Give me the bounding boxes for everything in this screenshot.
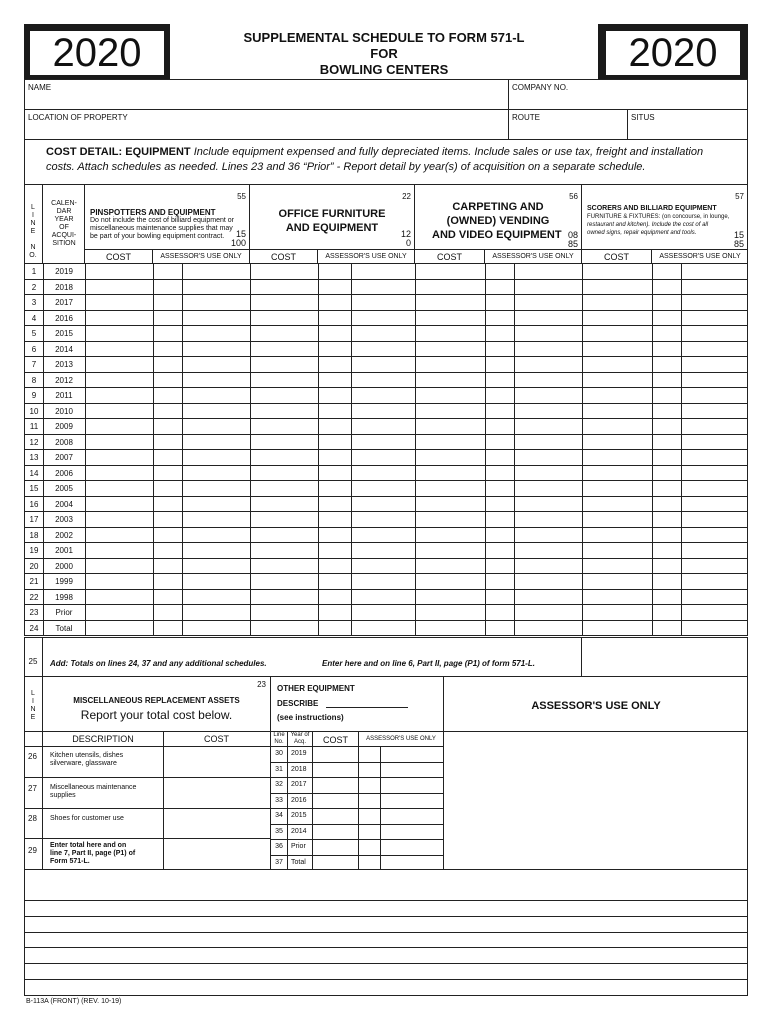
row-year: 2011: [55, 391, 73, 400]
cost-cell-col3[interactable]: [416, 481, 485, 496]
col2-cost-header: COST: [270, 252, 296, 262]
misc-row-28-label: Shoes for customer use: [50, 815, 124, 822]
table-row: [24, 528, 748, 544]
cost-cell-col4[interactable]: [583, 435, 652, 450]
cost-cell-col4[interactable]: [583, 574, 652, 589]
cost-cell-col1[interactable]: [86, 590, 153, 605]
cost-cell-col2[interactable]: [251, 326, 318, 341]
line-no-header: L I N E N O.: [29, 204, 37, 259]
cost-cell-col3[interactable]: [416, 450, 485, 465]
row-year: 2006: [55, 468, 73, 478]
misc-row-29-cost[interactable]: [164, 839, 270, 869]
blank-line[interactable]: [24, 947, 748, 948]
cost-cell-col4[interactable]: [583, 590, 652, 605]
table-row: [24, 590, 748, 606]
cost-cell-col2[interactable]: [251, 295, 318, 310]
row-year: 2003: [55, 515, 73, 524]
col1-note1: Do not include the cost of billiard equipment or: [90, 217, 234, 224]
cost-cell-col3[interactable]: [416, 342, 485, 357]
col3-code-mid: 08: [567, 230, 578, 240]
other-row-cost[interactable]: [313, 794, 358, 809]
cost-cell-col1[interactable]: [86, 311, 153, 326]
route-field[interactable]: [509, 123, 626, 139]
table-row: [24, 419, 748, 435]
row-year: 2001: [55, 546, 73, 555]
row-line-no: 4: [31, 313, 37, 323]
cost-cell-col4[interactable]: [583, 481, 652, 496]
row-year: 2016: [55, 313, 73, 323]
footer-form-id: B-113A (FRONT) (REV. 10-19): [26, 998, 122, 1005]
row-line-no: 12: [29, 437, 39, 447]
col4-code-bot: 85: [733, 239, 744, 249]
other-row-cost[interactable]: [313, 763, 358, 778]
cost-cell-col4[interactable]: [583, 559, 652, 574]
other-row-line-no: 35: [275, 827, 283, 835]
cost-cell-col2[interactable]: [251, 543, 318, 558]
misc-line-label: L I N E: [30, 690, 36, 721]
col3-code-top: 56: [569, 192, 578, 201]
route-label: ROUTE: [512, 113, 540, 122]
col3-assessor-header: ASSESSOR'S USE ONLY: [492, 253, 574, 260]
cost-cell-col3[interactable]: [416, 621, 485, 636]
cost-cell-col1[interactable]: [86, 621, 153, 636]
row-year: 2005: [55, 484, 73, 493]
line25-text-a: Add: Totals on lines 24, 37 and any additional schedules.: [50, 659, 267, 668]
col4-code-top: 57: [735, 192, 744, 201]
row-line-no: 10: [29, 406, 39, 416]
cost-cell-col4[interactable]: [583, 342, 652, 357]
misc-row-29-label: Enter total here and on line 7, Part II, page (P1) of Form 571-L.: [50, 842, 136, 865]
cost-detail-text: [46, 145, 746, 160]
col4-code-mid: 15: [733, 230, 744, 240]
cost-cell-col4[interactable]: [583, 621, 652, 636]
row-year: 2019: [55, 267, 73, 276]
table-row: [24, 605, 748, 621]
form-title-line1: SUPPLEMENTAL SCHEDULE TO FORM 571-L: [243, 30, 525, 45]
table-row: [24, 466, 748, 482]
col2-title2: AND EQUIPMENT: [285, 222, 379, 234]
misc-row-27-no: 27: [28, 784, 37, 793]
cost-cell-col1[interactable]: [86, 435, 153, 450]
cost-cell-col4[interactable]: [583, 419, 652, 434]
situs-field[interactable]: [628, 123, 747, 139]
row-line-no: 23: [29, 608, 39, 617]
cost-cell-col3[interactable]: [416, 512, 485, 527]
cost-cell-col3[interactable]: [416, 404, 485, 419]
blank-line[interactable]: [24, 900, 748, 901]
table-row: [24, 373, 748, 389]
table-row: [24, 404, 748, 420]
col3-cost-header: COST: [436, 252, 462, 262]
misc-row-29-no: 29: [28, 846, 37, 855]
row-year: 2010: [55, 406, 73, 416]
col2-assessor-header: ASSESSOR'S USE ONLY: [325, 253, 407, 260]
cost-cell-col2[interactable]: [251, 373, 318, 388]
row-year: 2013: [55, 360, 73, 369]
col3-title1: CARPETING AND: [452, 201, 544, 213]
cost-cell-col1[interactable]: [86, 404, 153, 419]
other-row-line-no: 37: [275, 858, 283, 866]
other-row-line-no: 31: [275, 765, 283, 773]
line25-text-b: Enter here and on line 6, Part II, page (P1) of form 571-L.: [322, 659, 535, 668]
other-row-year: 2017: [291, 781, 307, 788]
col1-code-top: 55: [237, 192, 246, 201]
row-line-no: 18: [29, 530, 39, 540]
cost-cell-col3[interactable]: [416, 435, 485, 450]
cost-cell-col4[interactable]: [583, 497, 652, 512]
cost-cell-col4[interactable]: [583, 466, 652, 481]
row-year: 2012: [55, 375, 73, 385]
row-year: 2018: [55, 282, 73, 292]
col3-code-bot: 85: [567, 239, 578, 249]
misc-row-28-no: 28: [28, 814, 37, 823]
cost-cell-col4[interactable]: [583, 326, 652, 341]
form-title-line3: BOWLING CENTERS: [319, 62, 449, 77]
other-row-cost[interactable]: [313, 778, 358, 793]
row-line-no: 5: [31, 329, 37, 338]
cost-cell-col1[interactable]: [86, 295, 153, 310]
row-line-no: 3: [31, 298, 37, 307]
other-see-instructions: (see instructions): [277, 713, 344, 722]
year-left: 2020: [30, 31, 164, 75]
table-row: [24, 450, 748, 466]
cost-cell-col4[interactable]: [583, 264, 652, 279]
cost-cell-col4[interactable]: [583, 280, 652, 295]
misc-code: 23: [257, 680, 266, 689]
cost-cell-col3[interactable]: [416, 373, 485, 388]
misc-subtitle: Report your total cost below.: [80, 708, 233, 722]
year-right: 2020: [606, 31, 740, 75]
cost-detail-heading: COST DETAIL: EQUIPMENT: [46, 146, 191, 158]
table-row: [24, 264, 748, 280]
other-row-cost[interactable]: [313, 840, 358, 855]
row-line-no: 16: [29, 499, 39, 509]
other-row-line-no: 36: [275, 843, 283, 850]
row-line-no: 8: [31, 375, 37, 385]
table-row: [24, 543, 748, 559]
other-row-line-no: 34: [275, 812, 283, 819]
other-row-year: 2015: [291, 812, 307, 819]
misc-row-26-no: 26: [28, 752, 37, 761]
location-label: LOCATION OF PROPERTY: [28, 113, 128, 122]
cost-cell-col2[interactable]: [251, 466, 318, 481]
cost-cell-col3[interactable]: [416, 419, 485, 434]
col4-note1: FURNITURE & FIXTURES: (on concourse, in lounge,: [587, 214, 730, 220]
other-cost-header: COST: [322, 735, 348, 745]
cost-cell-col3[interactable]: [416, 326, 485, 341]
form-title-line2: FOR: [370, 46, 398, 61]
blank-line[interactable]: [24, 916, 748, 917]
col4-note3: owned signs, repair equipment and tools.: [587, 230, 697, 236]
other-year-header: Year of Acq.: [290, 732, 310, 745]
cost-cell-col3[interactable]: [416, 264, 485, 279]
assessor-only-box-label: ASSESSOR'S USE ONLY: [531, 700, 661, 712]
cost-cell-col3[interactable]: [416, 295, 485, 310]
other-title: OTHER EQUIPMENT: [277, 684, 355, 693]
row-year: Prior: [55, 608, 73, 617]
row-year: 2014: [55, 344, 73, 354]
row-line-no: 21: [29, 577, 39, 586]
line25-total-field[interactable]: [582, 638, 747, 676]
row-line-no: 15: [29, 484, 39, 493]
col2-code-bot: 0: [405, 238, 411, 248]
row-year: 2015: [55, 329, 73, 338]
cost-cell-col4[interactable]: [583, 605, 652, 620]
cost-cell-col4[interactable]: [583, 373, 652, 388]
misc-description-header: DESCRIPTION: [72, 734, 134, 744]
cost-cell-col3[interactable]: [416, 497, 485, 512]
table-row: [24, 326, 748, 342]
cost-cell-col1[interactable]: [86, 342, 153, 357]
cost-cell-col2[interactable]: [251, 512, 318, 527]
col1-cost-header: COST: [105, 252, 131, 262]
blank-line[interactable]: [24, 932, 748, 933]
row-line-no: 20: [29, 561, 39, 571]
other-assessor-header: ASSESSOR'S USE ONLY: [366, 736, 436, 742]
row-line-no: 7: [31, 360, 37, 369]
row-year: 2000: [55, 561, 73, 571]
cost-cell-col4[interactable]: [583, 404, 652, 419]
cost-cell-col3[interactable]: [416, 543, 485, 558]
row-line-no: 24: [29, 623, 39, 633]
cost-cell-col2[interactable]: [251, 481, 318, 496]
cost-cell-col2[interactable]: [251, 450, 318, 465]
misc-row-26-label: Kitchen utensils, dishes silverware, glassware: [50, 752, 124, 767]
cost-cell-col2[interactable]: [251, 435, 318, 450]
other-row-line-no: 33: [275, 796, 283, 804]
col2-code-top: 22: [402, 192, 411, 201]
col2-code-mid: 12: [400, 229, 411, 239]
cost-cell-col2[interactable]: [251, 357, 318, 372]
cost-cell-col2[interactable]: [251, 605, 318, 620]
misc-row-28-cost[interactable]: [164, 809, 270, 838]
col3-title2: (OWNED) VENDING: [446, 215, 550, 227]
company-no-label: COMPANY NO.: [512, 83, 569, 92]
cost-cell-col1[interactable]: [86, 357, 153, 372]
cost-cell-col2[interactable]: [251, 621, 318, 636]
col1-assessor-header: ASSESSOR'S USE ONLY: [160, 253, 242, 260]
cost-cell-col1[interactable]: [86, 450, 153, 465]
cost-cell-col3[interactable]: [416, 559, 485, 574]
col4-note2: restaurant and kitchen). Include the cost of all: [587, 222, 709, 228]
other-describe-field[interactable]: [326, 699, 408, 708]
cost-cell-col4[interactable]: [583, 388, 652, 403]
company-no-field[interactable]: [509, 93, 747, 108]
row-line-no: 19: [29, 546, 39, 555]
row-line-no: 11: [29, 422, 39, 431]
row-year: 2002: [55, 530, 73, 540]
table-row: [24, 280, 748, 296]
other-row-year: Prior: [291, 843, 306, 850]
cost-cell-col3[interactable]: [416, 590, 485, 605]
row-line-no: 6: [31, 344, 37, 354]
cost-cell-col3[interactable]: [416, 357, 485, 372]
table-row: [24, 559, 748, 575]
cost-cell-col4[interactable]: [583, 450, 652, 465]
cost-cell-col2[interactable]: [251, 559, 318, 574]
col1-title: PINSPOTTERS AND EQUIPMENT: [90, 208, 216, 217]
cost-cell-col3[interactable]: [416, 605, 485, 620]
cost-cell-col2[interactable]: [251, 388, 318, 403]
row-year: 2008: [55, 437, 73, 447]
row-line-no: 2: [31, 282, 37, 292]
col1-code-mid: 15: [235, 229, 246, 239]
table-row: [24, 435, 748, 451]
table-row: [24, 357, 748, 373]
row-line-no: 1: [31, 267, 37, 276]
row-year: 1998: [55, 592, 73, 602]
other-row-year: Total: [291, 858, 306, 866]
other-row-year: 2016: [291, 796, 307, 804]
misc-row-27-label: Miscellaneous maintenance supplies: [50, 784, 137, 799]
table-row: [24, 574, 748, 590]
row-year: 2017: [55, 298, 73, 307]
blank-line[interactable]: [24, 963, 748, 964]
cost-detail-text-a: Include equipment expensed and fully depreciated items. Include sales or use tax, freight and installation: [190, 146, 704, 158]
row-line-no: 13: [29, 453, 39, 462]
cost-cell-col4[interactable]: [583, 295, 652, 310]
cost-cell-col1[interactable]: [86, 280, 153, 295]
col3-title3: AND VIDEO EQUIPMENT: [432, 229, 562, 241]
cost-cell-col4[interactable]: [583, 311, 652, 326]
cost-cell-col1[interactable]: [86, 326, 153, 341]
misc-row-26-cost[interactable]: [164, 747, 270, 777]
cost-cell-col2[interactable]: [251, 280, 318, 295]
situs-label: SITUS: [631, 113, 655, 122]
cost-cell-col1[interactable]: [86, 497, 153, 512]
other-row-year: 2018: [291, 765, 307, 773]
cost-cell-col1[interactable]: [86, 419, 153, 434]
cost-cell-col2[interactable]: [251, 590, 318, 605]
cost-cell-col4[interactable]: [583, 543, 652, 558]
misc-cost-header: COST: [203, 734, 229, 744]
other-line-no-header: Line No.: [273, 732, 285, 745]
cost-detail-text-b: costs. Attach schedules as needed. Lines 23 and 36 “Prior” - Report detail by year(s) of acquisition on a separate schedule.: [46, 161, 646, 173]
row-year: 2004: [55, 499, 73, 509]
table-row: [24, 512, 748, 528]
cost-cell-col3[interactable]: [416, 528, 485, 543]
table-row: [24, 481, 748, 497]
cost-cell-col2[interactable]: [251, 528, 318, 543]
col4-cost-header: COST: [603, 252, 629, 262]
other-describe: DESCRIBE: [277, 699, 319, 708]
table-row: [24, 295, 748, 311]
other-row-line-no: 32: [275, 781, 283, 788]
row-line-no: 22: [29, 592, 39, 602]
other-row-cost[interactable]: [313, 809, 358, 824]
cost-cell-col1[interactable]: [86, 543, 153, 558]
cost-cell-col1[interactable]: [86, 512, 153, 527]
cost-cell-col4[interactable]: [583, 357, 652, 372]
cost-cell-col2[interactable]: [251, 342, 318, 357]
row-year: Total: [55, 623, 73, 633]
location-field[interactable]: [25, 123, 507, 139]
cost-cell-col1[interactable]: [86, 559, 153, 574]
row-year: 1999: [55, 577, 73, 586]
cost-cell-col1[interactable]: [86, 528, 153, 543]
cost-cell-col1[interactable]: [86, 481, 153, 496]
col1-code-bot: 100: [230, 238, 246, 248]
cost-cell-col2[interactable]: [251, 311, 318, 326]
other-row-cost[interactable]: [313, 747, 358, 762]
cost-cell-col1[interactable]: [86, 373, 153, 388]
name-field[interactable]: [25, 93, 507, 108]
cost-cell-col2[interactable]: [251, 404, 318, 419]
cost-cell-col2[interactable]: [251, 497, 318, 512]
table-row: [24, 342, 748, 358]
other-row-cost[interactable]: [313, 825, 358, 840]
cost-cell-col1[interactable]: [86, 574, 153, 589]
cost-cell-col3[interactable]: [416, 311, 485, 326]
cost-cell-col2[interactable]: [251, 574, 318, 589]
table-row: [24, 388, 748, 404]
other-row-year: 2019: [291, 750, 307, 757]
other-row-line-no: 30: [275, 750, 283, 757]
name-label: NAME: [28, 83, 52, 92]
cost-cell-col3[interactable]: [416, 280, 485, 295]
table-row: [24, 621, 748, 637]
blank-line[interactable]: [24, 979, 748, 980]
cost-cell-col1[interactable]: [86, 264, 153, 279]
row-year: 2009: [55, 422, 73, 431]
col1-note2: miscellaneous maintenance supplies that may: [90, 225, 233, 232]
row-line-no: 9: [31, 391, 37, 400]
table-row: [24, 497, 748, 513]
cost-cell-col3[interactable]: [416, 388, 485, 403]
cost-cell-col3[interactable]: [416, 466, 485, 481]
misc-row-27-cost[interactable]: [164, 778, 270, 808]
col2-title1: OFFICE FURNITURE: [278, 208, 386, 220]
col4-title: SCORERS AND BILLIARD EQUIPMENT: [587, 205, 717, 212]
col4-assessor-header: ASSESSOR'S USE ONLY: [659, 253, 741, 260]
cost-cell-col3[interactable]: [416, 574, 485, 589]
cost-cell-col4[interactable]: [583, 512, 652, 527]
line25-no: 25: [28, 657, 38, 666]
other-row-cost[interactable]: [313, 856, 358, 871]
cost-cell-col1[interactable]: [86, 605, 153, 620]
cost-cell-col1[interactable]: [86, 388, 153, 403]
row-line-no: 14: [29, 468, 39, 478]
calendar-year-header: CALEN- DAR YEAR OF ACQUI- SITION: [51, 200, 77, 247]
cost-cell-col2[interactable]: [251, 419, 318, 434]
cost-cell-col1[interactable]: [86, 466, 153, 481]
row-year: 2007: [55, 453, 73, 462]
misc-title: MISCELLANEOUS REPLACEMENT ASSETS: [73, 696, 240, 705]
table-row: [24, 311, 748, 327]
row-line-no: 17: [29, 515, 39, 524]
cost-cell-col2[interactable]: [251, 264, 318, 279]
other-row-year: 2014: [291, 827, 307, 835]
cost-cell-col4[interactable]: [583, 528, 652, 543]
col1-note3: be part of your bowling equipment contract.: [90, 233, 225, 240]
